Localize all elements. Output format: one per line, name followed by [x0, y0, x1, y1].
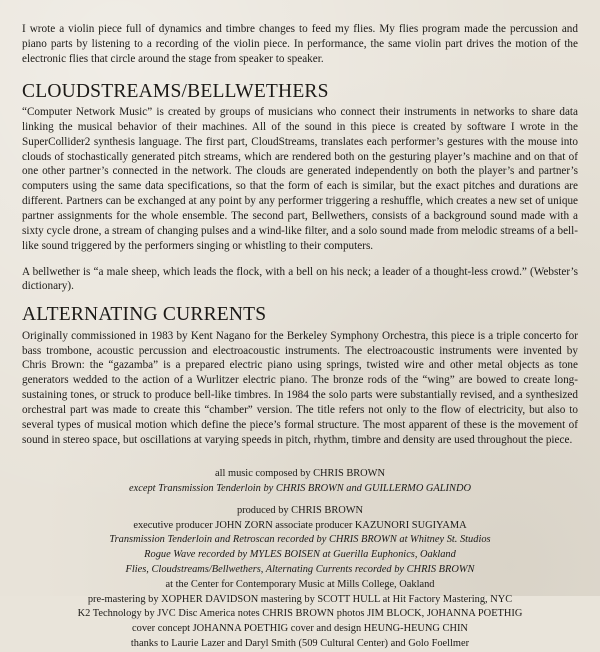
credit-line: cover concept JOHANNA POETHIG cover and design HEUNG-HEUNG CHIN — [132, 623, 468, 635]
credit-line: at the Center for Contemporary Music at Mills College, Oakland — [165, 578, 435, 590]
section-alternating-currents-paragraph-1: Originally commissioned in 1983 by Kent Nagano for the Berkeley Symphony Orchestra, this piece is a triple concerto for bass trombone, acoustic percussion and electroacoustic instruments. The electroacoustic instruments were invented by Chris Brown: the “gazamba” is a prepared electric piano using springs, twisted wire and other metal objects as tone generators wedded to the action of a Wurlitzer electric piano. The bronze rods of the “wing” are bowed to create long-sustaining tones, or struck to produce bell-like timbres. In 1984 the solo parts were substantially revised, and a synthesized orchestral part was made to create this “chamber” version. The title refers not only to the flow of electricity, but also to several types of musical motion which define the piece’s formal structure. The most apparent of these is the movement of sound in stereo space, but oscillations at varying speeds in pitch, rhythm, timbre and density are used throughout the piece. — [22, 329, 578, 446]
credits-block — [22, 467, 578, 651]
credit-line: thanks to Laurie Lazer and Daryl Smith (509 Cultural Center) and Golo Foellmer — [130, 637, 470, 649]
credit-line: except Transmission Tenderloin by CHRIS BROWN and GUILLERMO GALINDO — [129, 483, 471, 495]
credit-line: Flies, Cloudstreams/Bellwethers, Alternating Currents recorded by CHRIS BROWN — [125, 564, 475, 576]
credit-line: K2 Technology by JVC Disc America notes CHRIS BROWN photos JIM BLOCK, JOHANNA POETHIG — [77, 608, 523, 620]
section-title-alternating-currents: ALTERNATING CURRENTS — [22, 304, 267, 326]
section-cloudstreams-paragraph-1: “Computer Network Music” is created by groups of musicians who connect their instruments in networks to share data linking the musical behavior of their machines. All of the sound in this piece is created by software I wrote in the SuperCollider2 synthesis language. The first part, CloudStreams, translates each performer’s gestures with the mouse into clouds of stochastically generated pitch streams, which are rendered both on the gesturing player’s machine and on that of one other partner’s connected in the network. The clouds are generated independently on both the player’s and partner’s computers using the same data specifications, so that the form of each is similar, but the exact pitches and durations are different. Partners can be exchanged at any point by any performer triggering a reshuffle, which creates a new set of unique partner assignments for the whole ensemble. The second part, Bellwethers, consists of a background sound made with a sixty cycle drone, a stream of changing pulses and a wind-like filter, and a solo sound made from melodic streams of a bell-like sound triggered by the performers singing or whistling to their computers. — [22, 106, 578, 252]
section-cloudstreams-paragraph-2: A bellwether is “a male sheep, which leads the flock, with a bell on his neck; a leader of a thought-less crowd.” (Webster’s dictionary). — [22, 265, 578, 293]
credits-spacer — [22, 497, 578, 504]
section-title-cloudstreams: CLOUDSTREAMS/BELLWETHERS — [22, 80, 329, 102]
credit-line: all music composed by CHRIS BROWN — [215, 468, 385, 480]
credit-line: Rogue Wave recorded by MYLES BOISEN at Guerilla Euphonics, Oakland — [144, 549, 456, 561]
intro-paragraph: I wrote a violin piece full of dynamics and timbre changes to feed my flies. My flies program made the percussion and piano parts by listening to a recording of the violin piece. In performance, the same violin part drives the motion of the electronic flies that circle around the stage from speaker to speaker. — [22, 23, 578, 65]
credit-line: executive producer JOHN ZORN associate producer KAZUNORI SUGIYAMA — [133, 519, 467, 531]
credit-line: produced by CHRIS BROWN — [236, 504, 364, 516]
credit-line: pre-mastering by XOPHER DAVIDSON mastering by SCOTT HULL at Hit Factory Mastering, NYC — [87, 593, 513, 605]
credit-line: Transmission Tenderloin and Retroscan recorded by CHRIS BROWN at Whitney St. Studios — [109, 534, 491, 546]
